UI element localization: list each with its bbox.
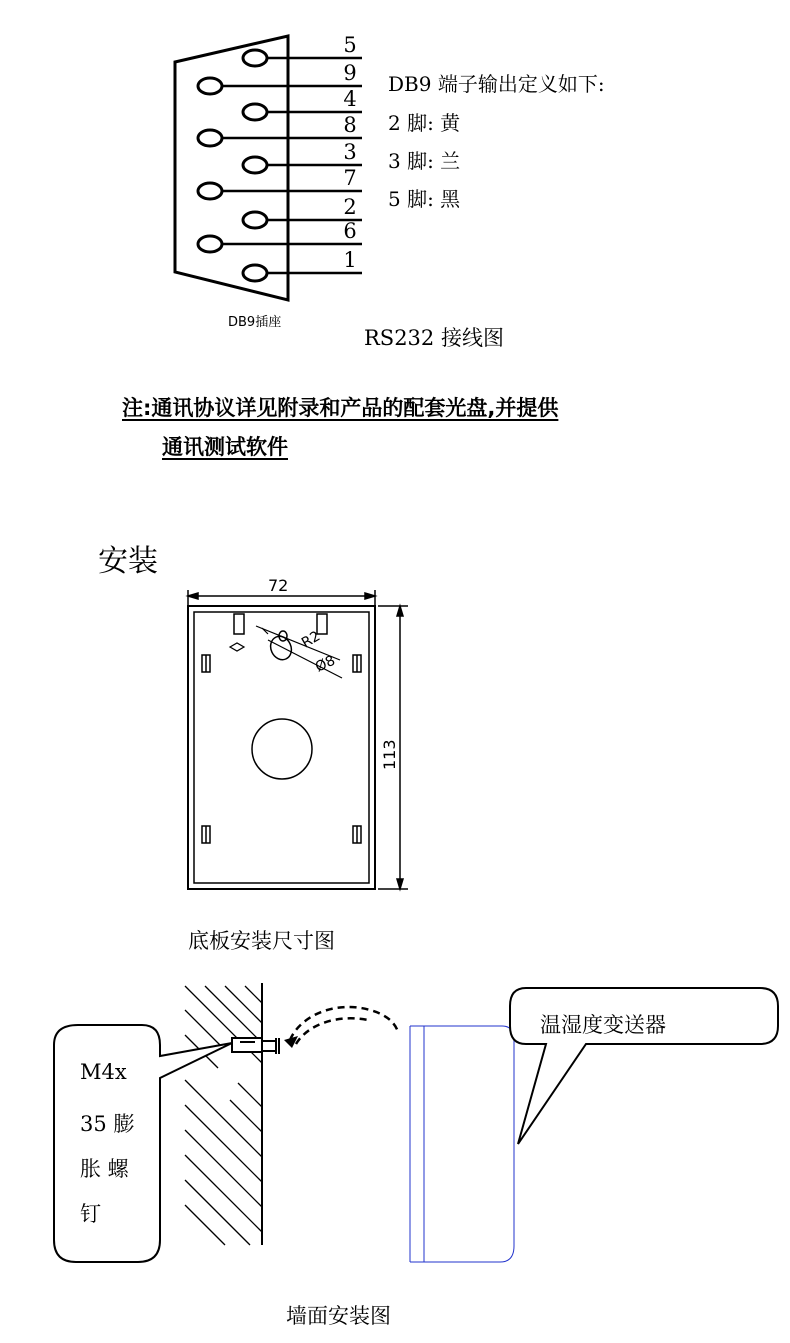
pin-circle <box>243 157 267 173</box>
pin-number: 9 <box>343 61 357 85</box>
pin-number: 6 <box>343 219 357 243</box>
db9-definition-title: DB9 端子输出定义如下: <box>388 72 605 96</box>
pin-def-3: 3 脚: 兰 <box>388 149 461 173</box>
wall-caption: 墙面安装图 <box>286 1304 391 1328</box>
pin-def-2: 2 脚: 黄 <box>388 111 461 135</box>
pin-number: 2 <box>343 195 357 219</box>
db9-socket-label: DB9插座 <box>228 315 282 330</box>
top-slot <box>234 614 244 634</box>
db9-pins <box>198 50 267 281</box>
screw-label-line-1: M4x <box>80 1060 127 1084</box>
db9-shell <box>175 36 288 300</box>
pin-number: 4 <box>343 87 357 111</box>
note-line-1: 注:通讯协议详见附录和产品的配套光盘,并提供 <box>122 396 559 420</box>
screw-label-line-3: 胀 螺 <box>80 1157 129 1181</box>
pin-circle <box>198 78 222 94</box>
pin-circle <box>243 265 267 281</box>
note-line-2: 通讯测试软件 <box>162 435 288 459</box>
pin-circle <box>198 236 222 252</box>
screw-label-line-4: 钉 <box>80 1202 101 1226</box>
device-label: 温湿度变送器 <box>540 1013 666 1037</box>
pin-circle <box>243 104 267 120</box>
expansion-screw <box>232 1038 279 1054</box>
install-heading: 安装 <box>98 544 158 579</box>
plate-outer <box>188 606 375 889</box>
rs232-caption: RS232 接线图 <box>364 326 504 350</box>
side-clips <box>202 652 361 843</box>
top-slot <box>317 614 327 634</box>
pin-circle <box>243 50 267 66</box>
base-plate-drawing <box>0 570 790 900</box>
motion-arrow <box>290 1007 398 1044</box>
pin-number: 7 <box>343 166 357 190</box>
transmitter-side-view <box>410 1026 514 1262</box>
cable-hole <box>252 719 312 779</box>
pin-def-5: 5 脚: 黑 <box>388 187 461 211</box>
plate-caption: 底板安装尺寸图 <box>188 929 335 953</box>
locator-mark <box>230 643 244 651</box>
height-label: 113 <box>380 739 399 770</box>
plate-inner <box>194 612 369 883</box>
pin-circle <box>198 183 222 199</box>
screw-label-line-2: 35 膨 <box>80 1112 135 1136</box>
diameter-label: Ø8 <box>312 652 338 676</box>
pin-number: 1 <box>343 248 357 272</box>
pin-number: 3 <box>343 140 357 164</box>
pin-circle <box>198 130 222 146</box>
radius-label: R2 <box>299 628 324 652</box>
pin-number: 5 <box>343 33 357 57</box>
wall-hatching <box>185 986 262 1245</box>
pin-circle <box>243 212 267 228</box>
pin-number: 8 <box>343 113 357 137</box>
width-label: 72 <box>268 576 289 595</box>
